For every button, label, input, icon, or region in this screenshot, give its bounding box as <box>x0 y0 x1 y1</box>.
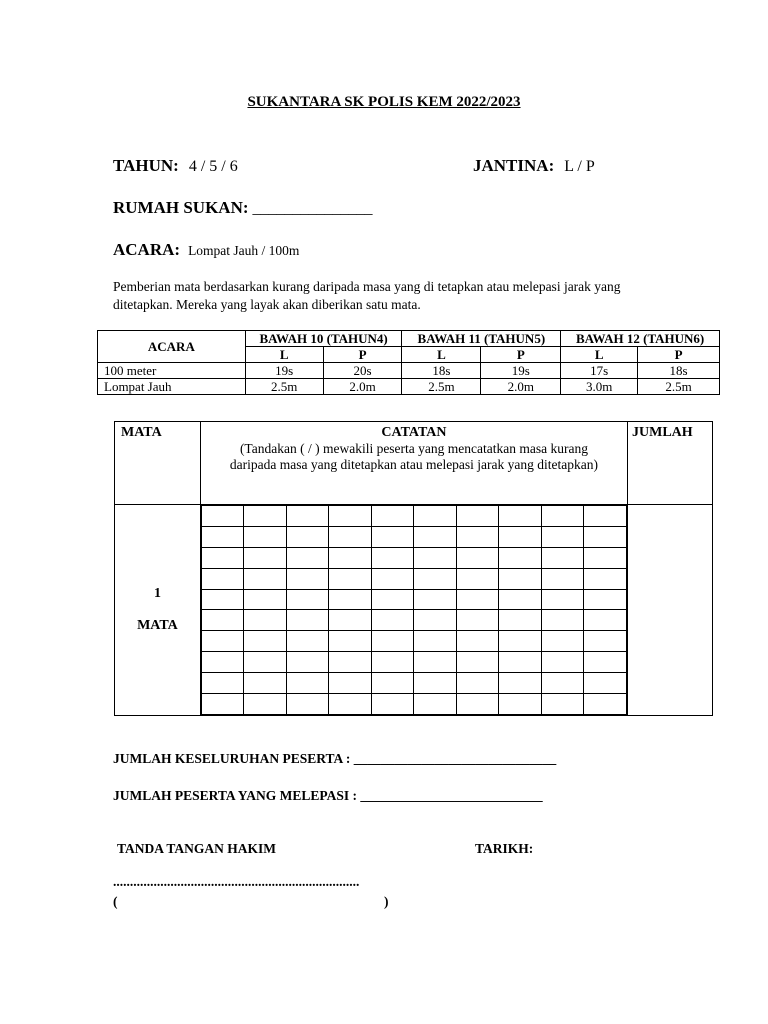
instruction-paragraph: Pemberian mata berdasarkan kurang daripada masa yang di tetapkan atau melepasi jarak yang ditetapkan. Mereka yang layak akan diberikan satu mata. <box>113 279 621 312</box>
value-cell: 18s <box>402 363 481 379</box>
tahun-label: TAHUN <box>113 156 174 175</box>
rumah-sukan-label: RUMAH SUKAN <box>113 198 243 217</box>
tally-grid[interactable] <box>201 505 627 715</box>
criteria-table <box>97 330 720 395</box>
catatan-note-1: (Tandakan ( / ) mewakili peserta yang mencatatkan masa kurang <box>239 441 588 456</box>
rumah-sukan-blank[interactable]: _______________ <box>252 200 373 217</box>
acara-value: Lompat Jauh / 100m <box>188 243 300 258</box>
event-cell: Lompat Jauh <box>98 379 246 395</box>
jantina-label: JANTINA <box>473 156 549 175</box>
judge-signature-label: TANDA TANGAN HAKIM <box>117 841 277 856</box>
date-label: TARIKH: <box>475 841 534 856</box>
paren-open: ( <box>113 894 118 909</box>
tally-grid-cell <box>200 505 627 716</box>
table-row <box>98 379 720 395</box>
value-cell: 20s <box>323 363 402 379</box>
sub-header: P <box>638 347 720 363</box>
jumlah-cell[interactable] <box>628 505 713 716</box>
value-cell: 2.0m <box>481 379 561 395</box>
acara-row: ACARA: Lompat Jauh / 100m <box>113 240 300 259</box>
points-cell <box>115 505 201 716</box>
rumah-sukan-row: RUMAH SUKAN: _______________ <box>113 198 373 217</box>
table-row <box>98 363 720 379</box>
mata-header: MATA <box>115 422 201 505</box>
sub-header: P <box>323 347 402 363</box>
group-header: BAWAH 10 (TAHUN4) <box>245 331 402 347</box>
sub-header: P <box>481 347 561 363</box>
sub-header: L <box>245 347 323 363</box>
points-word: MATA <box>137 618 178 633</box>
tahun-row: TAHUN: 4 / 5 / 6 <box>113 156 238 175</box>
tahun-value: 4 / 5 / 6 <box>188 158 238 175</box>
value-cell: 3.0m <box>561 379 638 395</box>
catatan-title: CATATAN <box>381 425 447 440</box>
points-number: 1 <box>153 586 161 601</box>
value-cell: 19s <box>245 363 323 379</box>
value-cell: 19s <box>481 363 561 379</box>
group-header: BAWAH 11 (TAHUN5) <box>402 331 561 347</box>
value-cell: 18s <box>638 363 720 379</box>
group-header: BAWAH 12 (TAHUN6) <box>561 331 720 347</box>
signature-line[interactable]: ......................................................................... <box>113 874 360 889</box>
jumlah-header: JUMLAH <box>628 422 713 505</box>
header-acara: ACARA <box>98 331 246 363</box>
score-table <box>114 421 713 716</box>
jantina-value: L / P <box>564 158 595 175</box>
jantina-row: JANTINA: L / P <box>473 156 595 175</box>
sub-header: L <box>561 347 638 363</box>
acara-label: ACARA <box>113 240 175 259</box>
event-cell: 100 meter <box>98 363 246 379</box>
total-participants-line[interactable]: JUMLAH KESELURUHAN PESERTA : ______________________________ <box>113 751 557 766</box>
value-cell: 2.5m <box>402 379 481 395</box>
sub-header: L <box>402 347 481 363</box>
total-passed-line[interactable]: JUMLAH PESERTA YANG MELEPASI : ___________________________ <box>113 788 543 803</box>
page-title: SUKANTARA SK POLIS KEM 2022/2023 <box>247 94 521 110</box>
value-cell: 2.0m <box>323 379 402 395</box>
value-cell: 17s <box>561 363 638 379</box>
value-cell: 2.5m <box>245 379 323 395</box>
catatan-header <box>200 422 627 505</box>
paren-close: ) <box>384 894 389 909</box>
catatan-note-2: daripada masa yang ditetapkan atau melepasi jarak yang ditetapkan) <box>229 457 598 472</box>
value-cell: 2.5m <box>638 379 720 395</box>
